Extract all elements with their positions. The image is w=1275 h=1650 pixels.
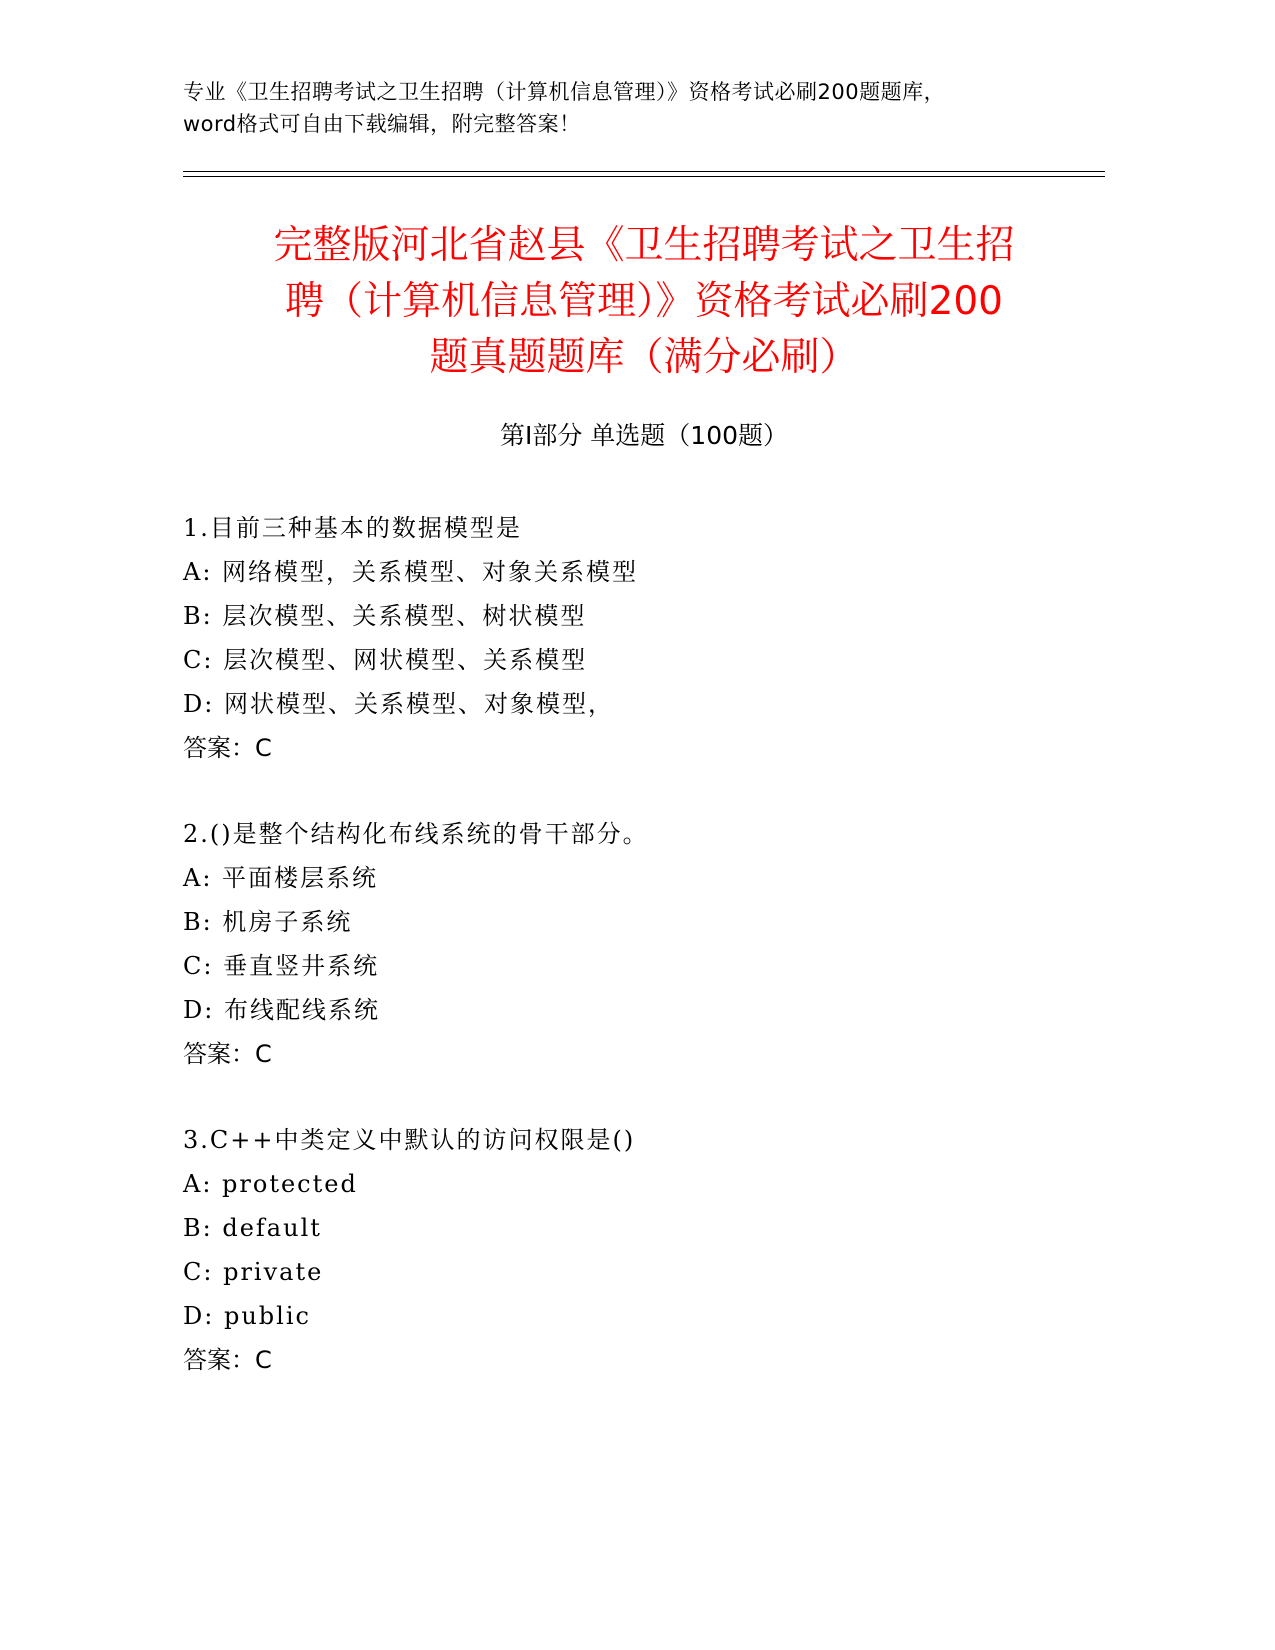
question-3 xyxy=(183,1118,1105,1382)
option-d: D: public xyxy=(183,1302,311,1330)
option-a: A: protected xyxy=(183,1170,358,1198)
option-a: A: 平面楼层系统 xyxy=(183,864,379,892)
option-c: C: 垂直竖井系统 xyxy=(183,952,380,980)
option-d: D: 网状模型、关系模型、对象模型， xyxy=(183,690,614,718)
option-b: B: default xyxy=(183,1214,322,1242)
option-b: B: 机房子系统 xyxy=(183,908,353,936)
option-d: D: 布线配线系统 xyxy=(183,996,380,1024)
document-title-line-2: 聘（计算机信息管理）》资格考试必刷200 xyxy=(285,279,1003,324)
document-title-line-1: 完整版河北省赵县《卫生招聘考试之卫生招 xyxy=(273,223,1015,268)
answer: 答案：C xyxy=(183,1040,272,1068)
header-divider-bottom xyxy=(183,176,1105,177)
option-a: A: 网络模型，关系模型、对象关系模型 xyxy=(183,558,639,586)
option-b: B: 层次模型、关系模型、树状模型 xyxy=(183,602,587,630)
answer: 答案：C xyxy=(183,1346,272,1374)
header-divider-top xyxy=(183,171,1105,172)
header-note-line-2: word格式可自由下载编辑，附完整答案！ xyxy=(183,112,581,136)
document-title-line-3: 题真题题库（满分必刷） xyxy=(429,335,859,380)
header-note xyxy=(183,76,1103,140)
option-c: C: 层次模型、网状模型、关系模型 xyxy=(183,646,588,674)
option-c: C: private xyxy=(183,1258,324,1286)
question-stem: 3.C++中类定义中默认的访问权限是() xyxy=(183,1126,636,1154)
question-stem: 2.()是整个结构化布线系统的骨干部分。 xyxy=(183,820,649,848)
section-heading: 第Ⅰ部分 单选题（100题） xyxy=(499,421,789,450)
question-1 xyxy=(183,506,1105,770)
answer: 答案：C xyxy=(183,734,272,762)
header-note-line-1: 专业《卫生招聘考试之卫生招聘（计算机信息管理）》资格考试必刷200题题库， xyxy=(183,80,946,104)
question-2 xyxy=(183,812,1105,1076)
question-list xyxy=(183,506,1105,1424)
question-stem: 1.目前三种基本的数据模型是 xyxy=(183,514,522,542)
document-title xyxy=(183,218,1105,386)
